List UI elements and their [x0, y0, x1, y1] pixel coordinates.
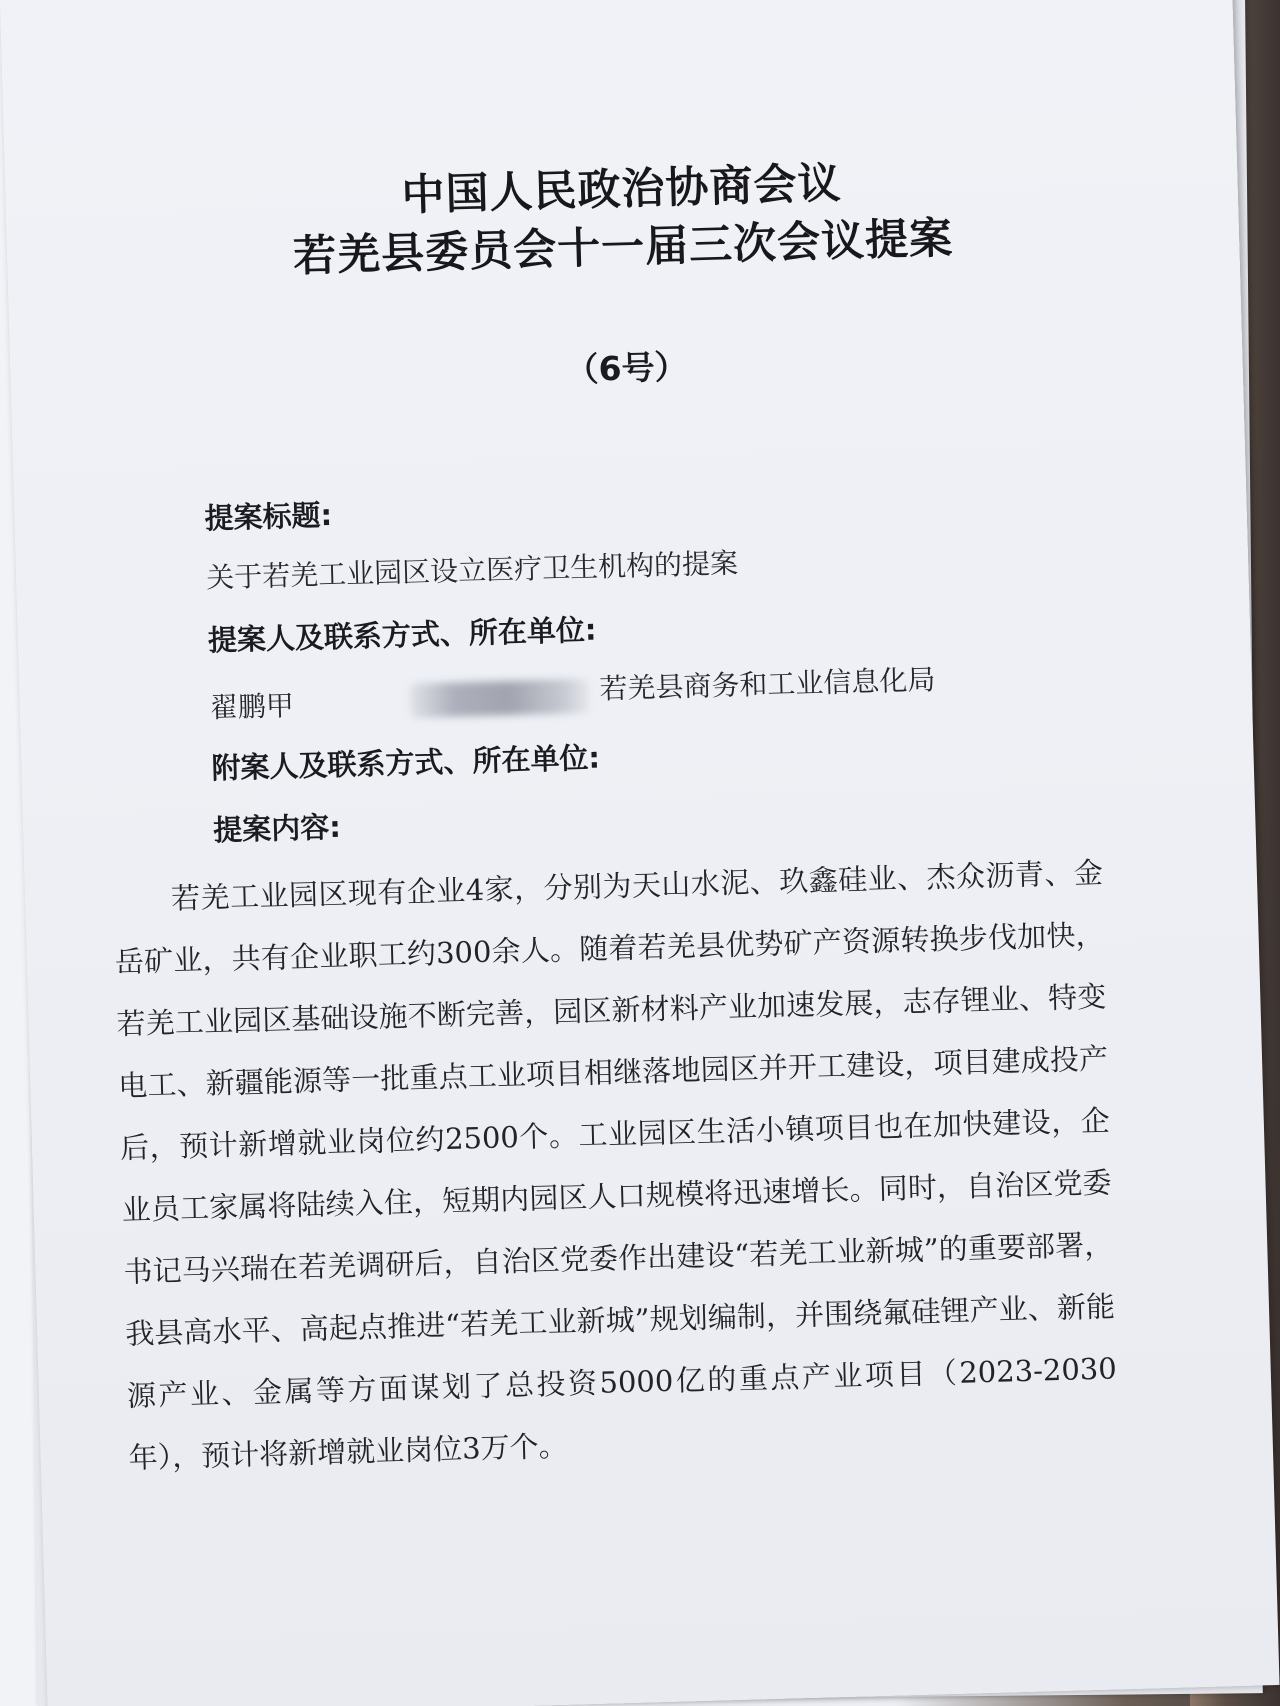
- proposer-label: 提案人及联系方式、所在单位:: [207, 612, 597, 658]
- proposer-unit: 若羌县商务和工业信息化局: [599, 663, 936, 706]
- redacted-contact: [409, 679, 590, 718]
- proposal-title: 关于若羌工业园区设立医疗卫生机构的提案: [205, 546, 739, 595]
- content-label: 提案内容:: [212, 809, 342, 848]
- proposer-name: 翟鹏甲: [209, 689, 295, 725]
- proposal-content: 若羌工业园区现有企业4家，分别为天山水泥、玖鑫硅业、杰众沥青、金岳矿业，共有企业职工约300余人。随着若羌县优势矿产资源转换步伐加快，若羌工业园区基础设施不断完善，园区新材料产业加速发展，志存锂业、特变电工、新疆能源等一批重点工业项目相继落地园区并开工建设，项目建成投产后，预计新增就业岗位约2500个。工业园区生活小镇项目也在加快建设，企业员工家属将陆续入住，短期内园区人口规模将迅速增长。同时，自治区党委书记马兴瑞在若羌调研后，自治区党委作出建设“若羌工业新城”的重要部署，我县高水平、高起点推进“若羌工业新城”规划编制，并围绕氟硅锂产业、新能源产业、金属等方面谋划了总投资5000亿的重点产业项目（2023-2030年），预计将新增就业岗位3万个。: [114, 855, 1118, 1475]
- title-line-2: 若羌县委员会十一届三次会议提案: [292, 213, 954, 282]
- proposal-title-label: 提案标题:: [204, 497, 333, 536]
- title-line-1: 中国人民政治协商会议: [400, 158, 843, 221]
- document-title: [5, 144, 1240, 294]
- proposal-number: （6号）: [565, 346, 689, 390]
- co-proposer-label: 附案人及联系方式、所在单位:: [211, 740, 601, 786]
